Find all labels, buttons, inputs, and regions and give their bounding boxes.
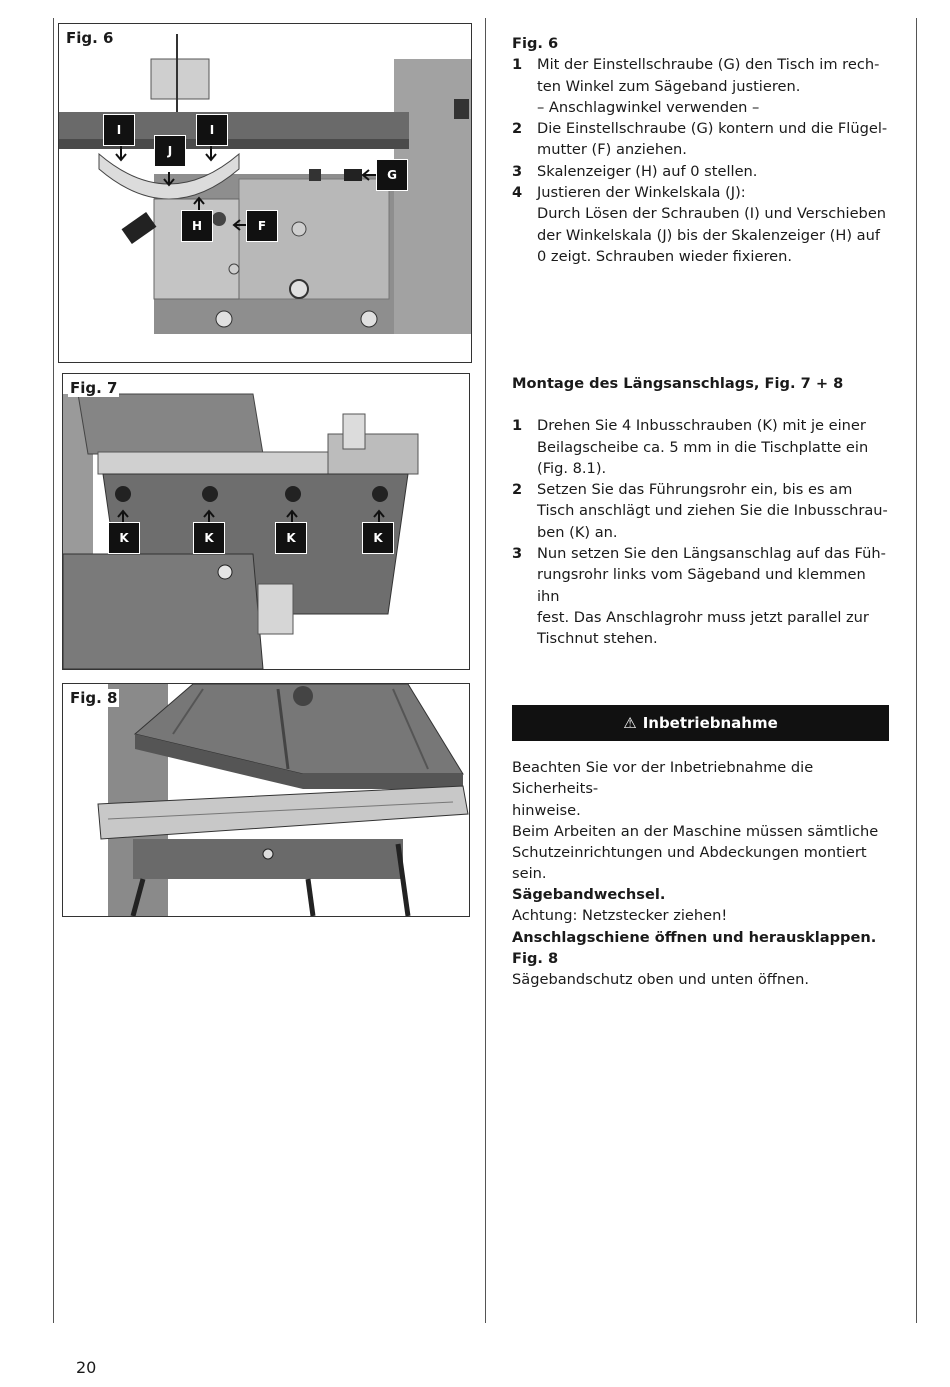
fig6-step-1: 1 Mit der Einstellschraube (G) den Tisch im rech- ten Winkel zum Sägeband justieren. – Anschlagwinkel verwenden – [512, 56, 880, 116]
page-number: 20 [76, 1358, 97, 1377]
fig6-instructions [512, 33, 890, 267]
montage-heading: Montage des Längsanschlags, Fig. 7 + 8 [512, 375, 844, 392]
left-margin-rule [53, 18, 54, 1323]
callout-I-right: I [196, 114, 228, 146]
montage-step-2: 2 Setzen Sie das Führungsrohr ein, bis es am Tisch anschlägt und ziehen Sie die Inbusschrau- ben (K) an. [512, 481, 888, 541]
center-column-rule [485, 18, 486, 1323]
fig6-heading: Fig. 6 [512, 35, 559, 52]
figure-7 [62, 373, 470, 670]
figure-8 [62, 683, 470, 917]
montage-step-1: 1 Drehen Sie 4 Inbusschrauben (K) mit je einer Beilagscheibe ca. 5 mm in die Tischplatte ein (Fig. 8.1). [512, 417, 869, 477]
callout-K-4: K [362, 522, 394, 554]
figure-6-photo [59, 24, 471, 362]
fig6-step-3: 3 Skalenzeiger (H) auf 0 stellen. [512, 162, 758, 180]
callout-K-1: K [108, 522, 140, 554]
saegebandwechsel-heading: Sägebandwechsel. [512, 886, 666, 903]
saegeband-line3: Sägebandschutz oben und unten öffnen. [512, 971, 809, 989]
montage-steps [512, 415, 890, 649]
inbetriebnahme-p1: Beachten Sie vor der Inbetriebnahme die Sicherheits- [512, 759, 814, 798]
banner-title: Inbetriebnahme [642, 714, 778, 732]
fig6-step-2: 2 Die Einstellschraube (G) kontern und die Flügel- mutter (F) anziehen. [512, 120, 888, 159]
inbetriebnahme-p2b: Schutzeinrichtungen und Abdeckungen montiert sein. [512, 844, 867, 883]
saegebandwechsel-section [512, 884, 890, 990]
montage-instructions [512, 373, 890, 650]
figure-8-photo [63, 684, 469, 916]
inbetriebnahme-banner [512, 705, 889, 741]
callout-H: H [181, 210, 213, 242]
callout-I-left: I [103, 114, 135, 146]
montage-step-3: 3 Nun setzen Sie den Längsanschlag auf das Füh- rungsrohr links vom Sägeband und klemmen ihn fest. Das Anschlagrohr muss jetzt parallel zur Tischnut stehen. [512, 545, 886, 648]
callout-K-3: K [275, 522, 307, 554]
figure-6 [58, 23, 472, 363]
fig6-step-4: 4 Justieren der Winkelskala (J): Durch Lösen der Schrauben (I) und Verschieben der Winkelskala (J) bis der Skalenzeiger (H) auf 0 zeigt. Schrauben wieder fixieren. [512, 184, 887, 265]
right-margin-rule [916, 18, 917, 1323]
inbetriebnahme-text [512, 757, 890, 885]
callout-G: G [376, 159, 408, 191]
callout-K-2: K [193, 522, 225, 554]
figure-7-label: Fig. 7 [70, 379, 118, 397]
saegeband-line2: Anschlagschiene öffnen und herausklappen. Fig. 8 [512, 928, 877, 967]
inbetriebnahme-p2: Beim Arbeiten an der Maschine müssen sämtliche [512, 822, 879, 840]
figure-6-label: Fig. 6 [66, 29, 114, 47]
saegeband-line1: Achtung: Netzstecker ziehen! [512, 907, 728, 925]
inbetriebnahme-p1b: hinweise. [512, 801, 581, 819]
warning-icon: ⚠ [623, 714, 637, 732]
callout-F: F [246, 210, 278, 242]
figure-8-label: Fig. 8 [70, 689, 118, 707]
callout-J: J [154, 135, 186, 167]
fig6-steps [512, 54, 890, 267]
